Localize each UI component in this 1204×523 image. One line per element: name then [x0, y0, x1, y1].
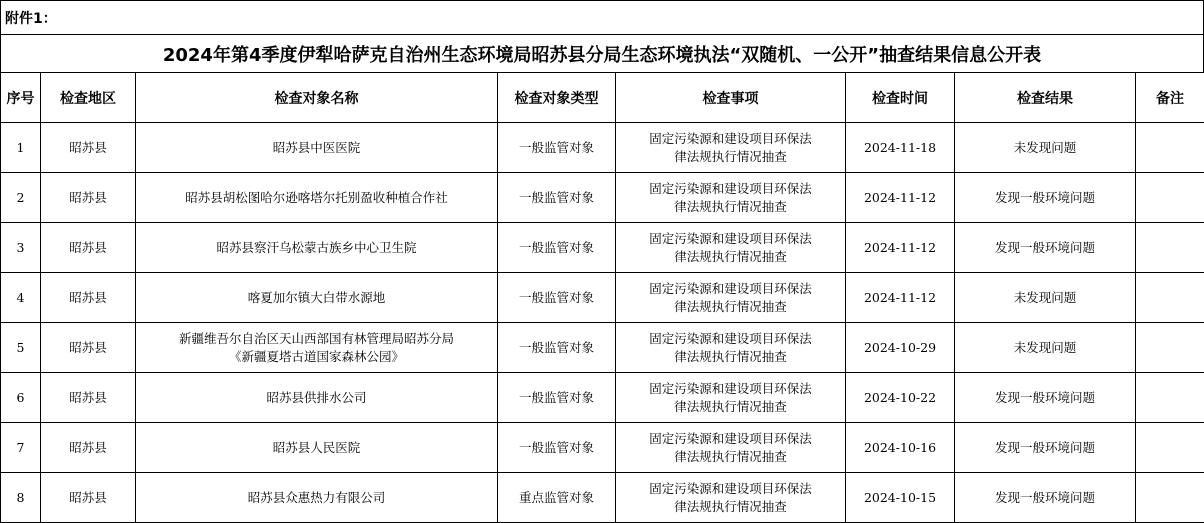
cell-result	[955, 473, 1136, 523]
cell-remark	[1136, 173, 1204, 223]
cell-type	[498, 173, 616, 223]
header-date: 检查时间	[846, 73, 955, 123]
cell-result-text: 未发现问题	[1013, 289, 1077, 305]
cell-name-line1: 昭苏县胡松图哈尔逊喀塔尔托别盈收种植合作社	[185, 189, 448, 205]
cell-result	[955, 323, 1136, 373]
cell-item-line2: 律法规执行情况抽查	[674, 248, 787, 264]
header-no: 序号	[1, 73, 41, 123]
cell-type	[498, 373, 616, 423]
header-region: 检查地区	[41, 73, 136, 123]
page-title: 2024年第4季度伊犁哈萨克自治州生态环境局昭苏县分局生态环境执法“双随机、一公开”抽查结果信息公开表	[162, 44, 1042, 66]
cell-result-text: 发现一般环境问题	[994, 239, 1095, 255]
header-name: 检查对象名称	[136, 73, 498, 123]
cell-date	[846, 423, 955, 473]
cell-region-text: 昭苏县	[69, 339, 107, 355]
cell-type	[498, 273, 616, 323]
cell-item-line2: 律法规执行情况抽查	[674, 348, 787, 364]
cell-result	[955, 223, 1136, 273]
cell-item-line1: 固定污染源和建设项目环保法	[649, 130, 812, 146]
cell-date-text: 2024-10-29	[863, 339, 937, 355]
cell-type	[498, 323, 616, 373]
table-row	[1, 173, 1204, 223]
cell-item	[616, 223, 846, 273]
cell-region-text: 昭苏县	[69, 139, 107, 155]
cell-no-text: 1	[16, 139, 25, 155]
cell-item	[616, 273, 846, 323]
cell-name-line1: 昭苏县中医医院	[272, 139, 361, 155]
cell-no	[1, 423, 41, 473]
cell-result	[955, 123, 1136, 173]
cell-region	[41, 323, 136, 373]
cell-item	[616, 173, 846, 223]
cell-date-text: 2024-11-12	[863, 189, 937, 205]
cell-item	[616, 423, 846, 473]
cell-remark	[1136, 423, 1204, 473]
table-row	[1, 423, 1204, 473]
cell-name	[136, 223, 498, 273]
cell-type-text: 一般监管对象	[518, 389, 594, 405]
cell-name-line1: 新疆维吾尔自治区天山西部国有林管理局昭苏分局	[178, 330, 454, 346]
table-row	[1, 123, 1204, 173]
cell-name-line2: 《新疆夏塔古道国家森林公园》	[228, 348, 404, 364]
cell-item-line1: 固定污染源和建设项目环保法	[649, 230, 812, 246]
cell-result	[955, 423, 1136, 473]
cell-date-text: 2024-11-18	[863, 139, 937, 155]
cell-item-line1: 固定污染源和建设项目环保法	[649, 430, 812, 446]
header-result: 检查结果	[955, 73, 1136, 123]
attachment-row	[0, 0, 1204, 34]
cell-item-line2: 律法规执行情况抽查	[674, 498, 787, 514]
cell-region-text: 昭苏县	[69, 189, 107, 205]
cell-no-text: 2	[16, 189, 25, 205]
cell-name	[136, 373, 498, 423]
cell-name	[136, 123, 498, 173]
table-row	[1, 373, 1204, 423]
cell-item-line1: 固定污染源和建设项目环保法	[649, 330, 812, 346]
cell-region	[41, 123, 136, 173]
cell-type	[498, 423, 616, 473]
cell-region	[41, 223, 136, 273]
cell-date-text: 2024-10-15	[863, 489, 937, 505]
cell-region-text: 昭苏县	[69, 289, 107, 305]
cell-region	[41, 423, 136, 473]
cell-item-line1: 固定污染源和建设项目环保法	[649, 480, 812, 496]
cell-result	[955, 173, 1136, 223]
cell-no	[1, 123, 41, 173]
cell-type-text: 一般监管对象	[518, 439, 594, 455]
cell-result-text: 发现一般环境问题	[994, 389, 1095, 405]
cell-no-text: 7	[16, 439, 25, 455]
cell-date	[846, 473, 955, 523]
cell-date-text: 2024-11-12	[863, 239, 937, 255]
cell-result-text: 未发现问题	[1013, 139, 1077, 155]
header-remark: 备注	[1136, 73, 1204, 123]
cell-date	[846, 123, 955, 173]
cell-result	[955, 273, 1136, 323]
cell-type-text: 重点监管对象	[518, 489, 594, 505]
cell-no-text: 8	[16, 489, 25, 505]
cell-item-line2: 律法规执行情况抽查	[674, 398, 787, 414]
cell-remark	[1136, 373, 1204, 423]
cell-result	[955, 373, 1136, 423]
cell-date	[846, 223, 955, 273]
table-row	[1, 273, 1204, 323]
header-row	[1, 73, 1204, 123]
cell-region-text: 昭苏县	[69, 489, 107, 505]
cell-no	[1, 173, 41, 223]
cell-date	[846, 323, 955, 373]
table-row	[1, 473, 1204, 523]
cell-item	[616, 323, 846, 373]
cell-date-text: 2024-10-22	[863, 389, 937, 405]
cell-item-line1: 固定污染源和建设项目环保法	[649, 180, 812, 196]
cell-date	[846, 373, 955, 423]
cell-item	[616, 123, 846, 173]
cell-type-text: 一般监管对象	[518, 289, 594, 305]
cell-date	[846, 273, 955, 323]
cell-result-text: 发现一般环境问题	[994, 439, 1095, 455]
cell-result-text: 发现一般环境问题	[994, 189, 1095, 205]
cell-name-line1: 昭苏县众惠热力有限公司	[247, 489, 386, 505]
cell-item	[616, 473, 846, 523]
cell-region-text: 昭苏县	[69, 389, 107, 405]
cell-region	[41, 373, 136, 423]
cell-region	[41, 173, 136, 223]
cell-result-text: 发现一般环境问题	[994, 489, 1095, 505]
cell-date	[846, 173, 955, 223]
cell-no-text: 6	[16, 389, 25, 405]
cell-no	[1, 273, 41, 323]
cell-item-line2: 律法规执行情况抽查	[674, 448, 787, 464]
title-row	[0, 34, 1204, 72]
cell-result-text: 未发现问题	[1013, 339, 1077, 355]
cell-item-line2: 律法规执行情况抽查	[674, 198, 787, 214]
cell-type-text: 一般监管对象	[518, 239, 594, 255]
cell-type-text: 一般监管对象	[518, 189, 594, 205]
table-row	[1, 323, 1204, 373]
cell-type	[498, 223, 616, 273]
cell-item-line1: 固定污染源和建设项目环保法	[649, 380, 812, 396]
cell-name	[136, 273, 498, 323]
cell-remark	[1136, 273, 1204, 323]
header-type: 检查对象类型	[498, 73, 616, 123]
cell-type	[498, 123, 616, 173]
cell-no	[1, 223, 41, 273]
cell-name-line1: 喀夏加尔镇大白带水源地	[247, 289, 386, 305]
cell-no-text: 3	[16, 239, 25, 255]
cell-name-line1: 昭苏县供排水公司	[266, 389, 367, 405]
cell-type-text: 一般监管对象	[518, 139, 594, 155]
cell-region-text: 昭苏县	[69, 239, 107, 255]
cell-name	[136, 423, 498, 473]
cell-no	[1, 473, 41, 523]
cell-name-line1: 昭苏县人民医院	[272, 439, 361, 455]
cell-remark	[1136, 473, 1204, 523]
cell-name	[136, 323, 498, 373]
cell-remark	[1136, 123, 1204, 173]
cell-name-line1: 昭苏县察汗乌松蒙古族乡中心卫生院	[216, 239, 417, 255]
cell-no	[1, 373, 41, 423]
cell-remark	[1136, 323, 1204, 373]
cell-date-text: 2024-10-16	[863, 439, 937, 455]
cell-date-text: 2024-11-12	[863, 289, 937, 305]
table-row	[1, 223, 1204, 273]
cell-remark	[1136, 223, 1204, 273]
cell-item-line1: 固定污染源和建设项目环保法	[649, 280, 812, 296]
cell-item-line2: 律法规执行情况抽查	[674, 298, 787, 314]
attachment-label: 附件1：	[5, 10, 57, 27]
results-table	[0, 72, 1204, 523]
cell-type-text: 一般监管对象	[518, 339, 594, 355]
cell-no-text: 4	[16, 289, 25, 305]
cell-item	[616, 373, 846, 423]
cell-name	[136, 473, 498, 523]
cell-item-line2: 律法规执行情况抽查	[674, 148, 787, 164]
cell-no-text: 5	[16, 339, 25, 355]
cell-type	[498, 473, 616, 523]
cell-name	[136, 173, 498, 223]
cell-region	[41, 273, 136, 323]
cell-region	[41, 473, 136, 523]
header-item: 检查事项	[616, 73, 846, 123]
cell-region-text: 昭苏县	[69, 439, 107, 455]
cell-no	[1, 323, 41, 373]
